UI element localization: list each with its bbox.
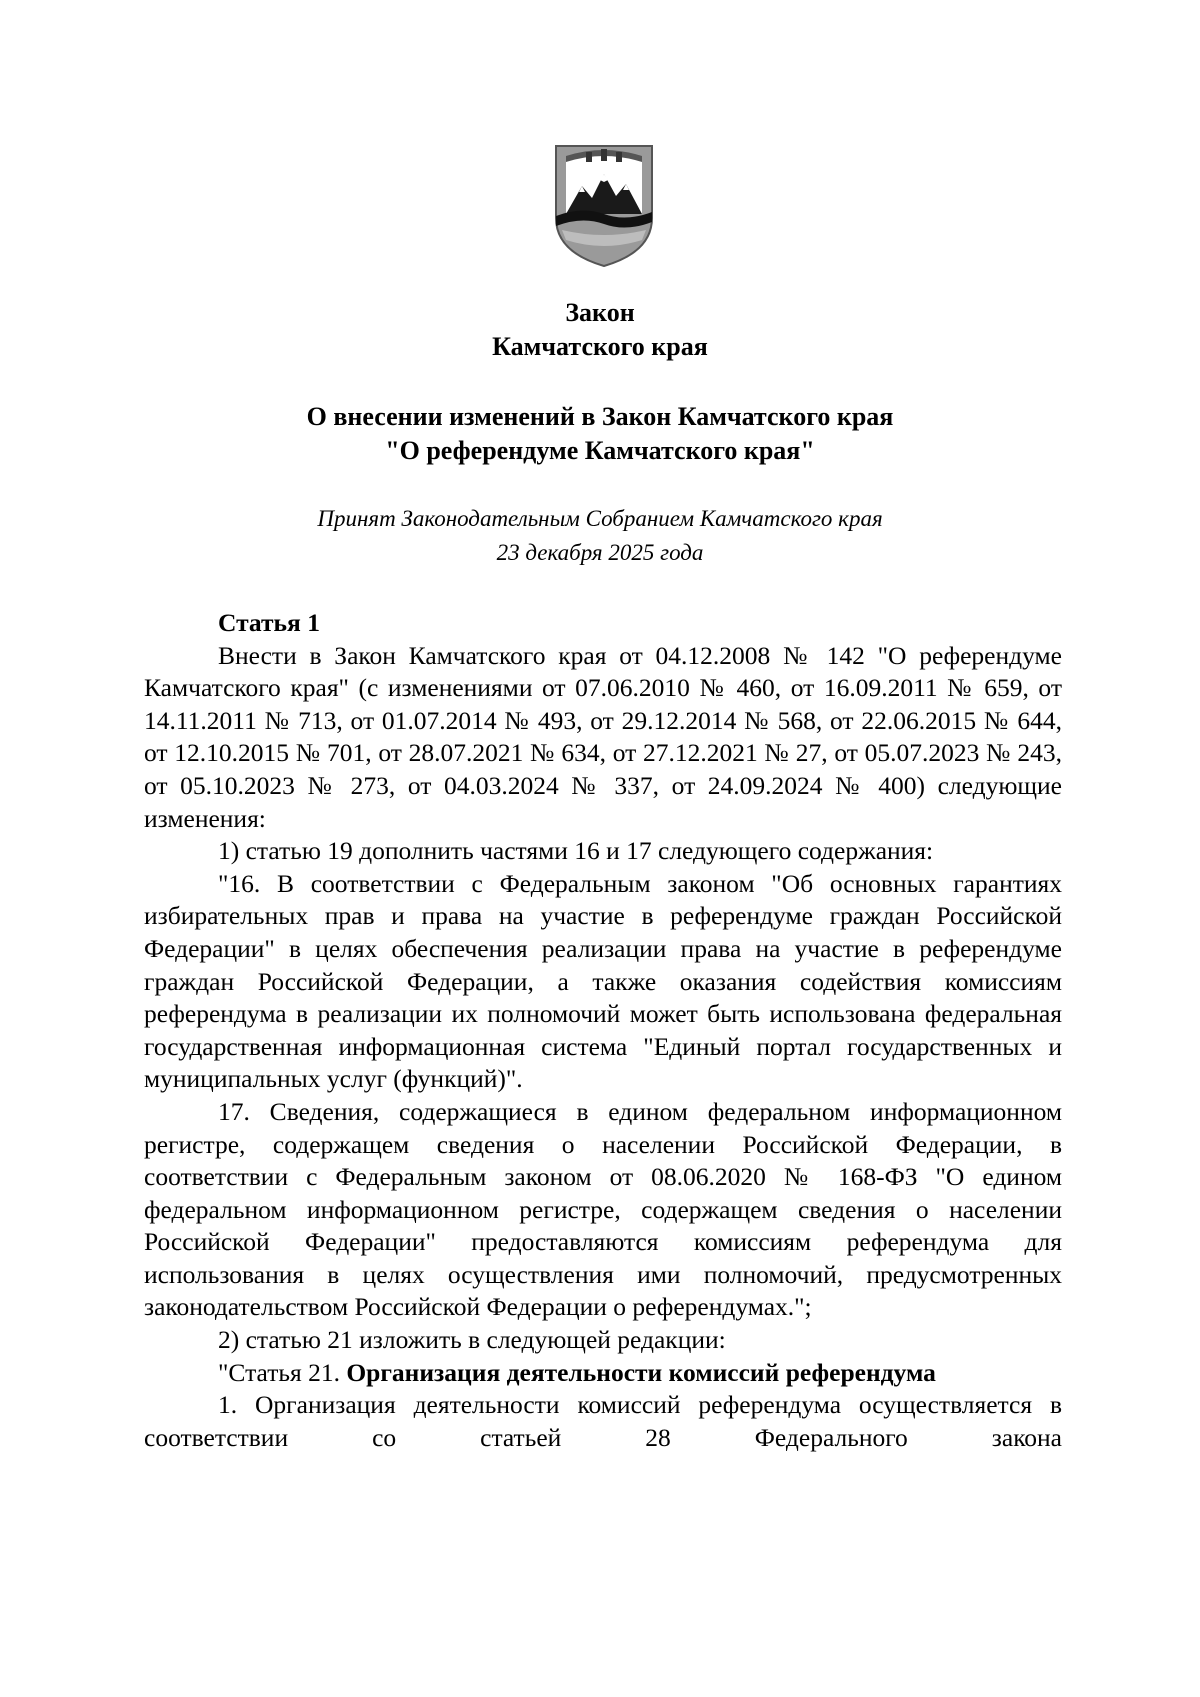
article-1-intro: Внести в Закон Камчатского края от 04.12.2008 № 142 "О референдуме Камчатского края" (с изменениями от 07.06.2010 № 460, от 16.09.2011 № 659, от 14.11.2011 № 713, от 01.07.2014 № 493, от 29.12.2014 № 568, от 22.06.2015 № 644, от 12.10.2015 № 701, от 28.07.2021 № 634, от 27.12.2021 № 27, от 05.07.2023 № 243, от 05.10.2023 № 273, от 04.03.2024 № 337, от 24.09.2024 № 400) следующие изменения:	[144, 640, 1062, 833]
part-16-text: "16. В соответствии с Федеральным законом "Об основных гарантиях избирательных прав и права на участие в референдуме граждан Российской Федерации" в целях обеспечения реализации права на участие в референдуме граждан Российской Федерации, а также оказания содействия комиссиям референдума в реализации их полномочий может быть использована федеральная государственная информационная система "Единый портал государственных и муниципальных услуг (функций)".	[144, 868, 1062, 1094]
kamchatka-coat-of-arms-icon	[552, 140, 656, 268]
article-21-part-1: 1. Организация деятельности комиссий референдума осуществляется в соответствии со статьей 28 Федерального закона	[144, 1390, 1062, 1452]
adoption-note	[0, 502, 1200, 570]
law-body	[144, 607, 1062, 1454]
article-1-heading: Статья 1	[218, 608, 320, 637]
article-21-heading	[144, 1357, 1062, 1390]
law-subject-line1: О внесении изменений в Закон Камчатского края	[306, 402, 894, 431]
law-title	[0, 296, 1200, 364]
article-21-prefix: "Статья 21.	[218, 1357, 347, 1387]
law-subject	[0, 400, 1200, 468]
amendment-item-1: 1) статью 19 дополнить частями 16 и 17 следующего содержания:	[218, 836, 934, 866]
adoption-note-line1: Принят Законодательным Собранием Камчатского края	[317, 506, 883, 531]
part-17-text: 17. Сведения, содержащиеся в едином федеральном информационном регистре, содержащем сведения о населении Российской Федерации, в соответствии с Федеральным законом от 08.06.2020 № 168-ФЗ "О едином федеральном информационном регистре, содержащем сведения о населении Российской Федерации" предоставляются комиссиям референдума для использования в целях осуществления ими полномочий, предусмотренных законодательством Российской Федерации о референдумах.";	[144, 1096, 1062, 1322]
amendment-item-2: 2) статью 21 изложить в следующей редакции:	[218, 1325, 726, 1355]
article-21-title: Организация деятельности комиссий референдума	[346, 1357, 936, 1387]
law-subject-line2: "О референдуме Камчатского края"	[385, 436, 815, 465]
law-title-line2: Камчатского края	[492, 332, 708, 361]
adoption-date: 23 декабря 2025 года	[496, 540, 704, 565]
law-title-line1: Закон	[565, 298, 635, 327]
